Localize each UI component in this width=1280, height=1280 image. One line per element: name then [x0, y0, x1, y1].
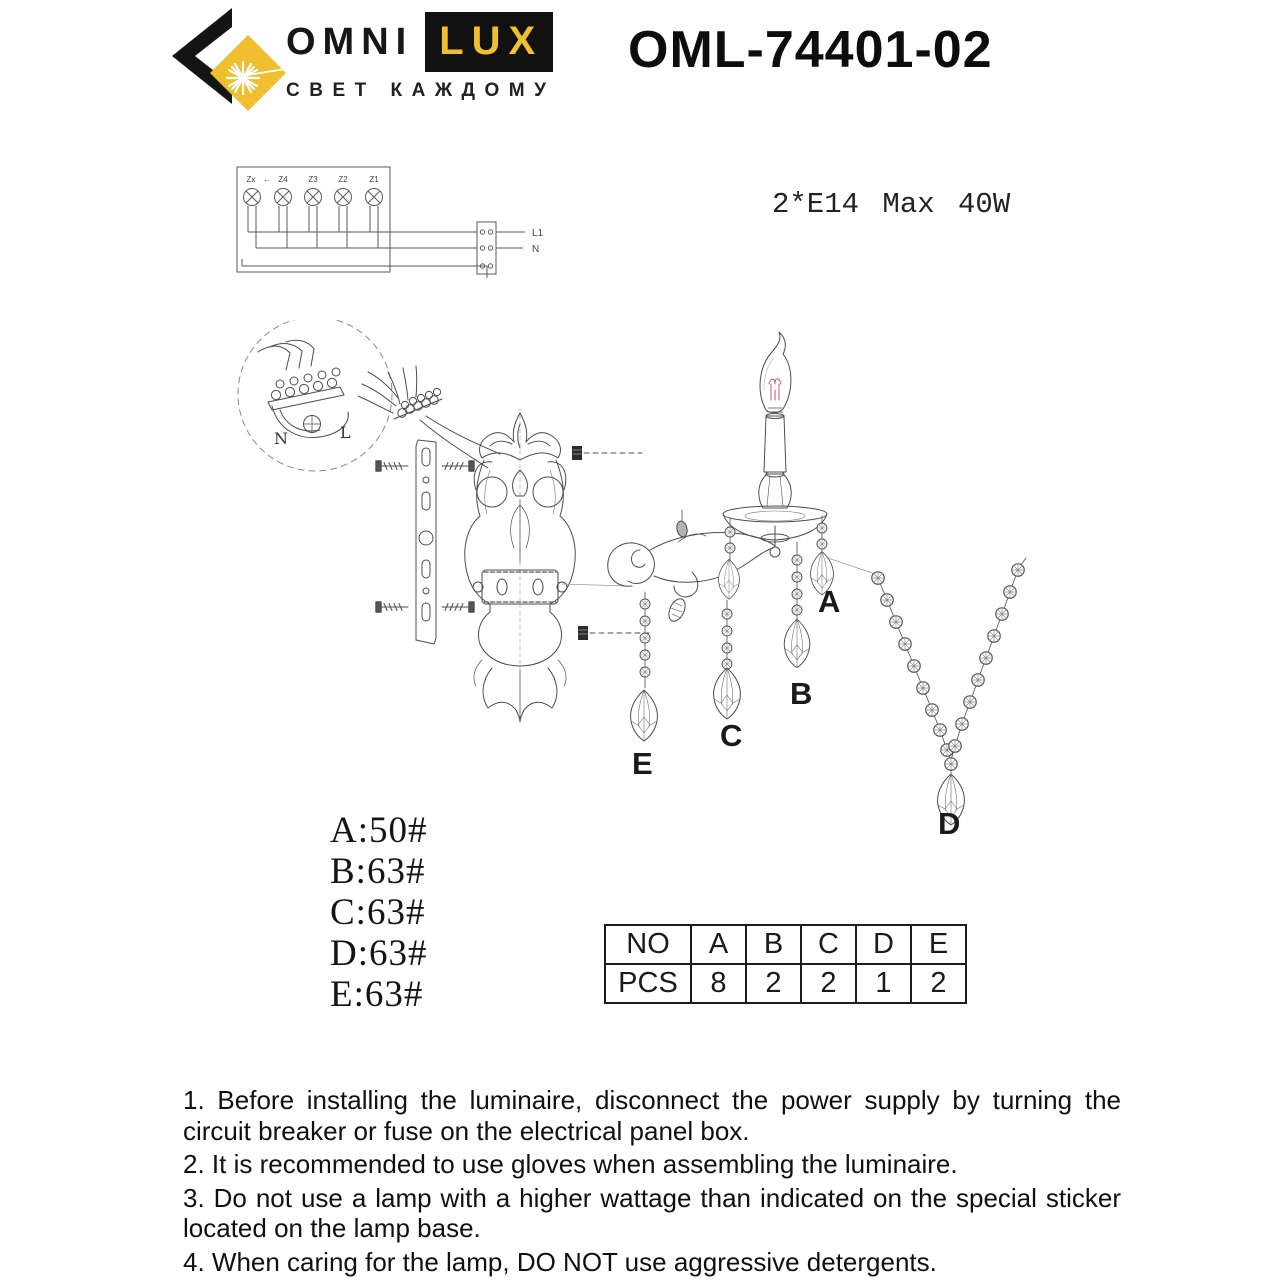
lamp-symbols: [244, 189, 383, 206]
pendant-b: [784, 542, 810, 668]
instruction-item: 2. It is recommended to use gloves when assembling the luminaire.: [183, 1149, 958, 1179]
brand-word-lux: LUX: [425, 12, 553, 72]
instruction-item: 4. When caring for the lamp, DO NOT use aggressive detergents.: [183, 1246, 937, 1277]
parts-size-list: [330, 810, 428, 1015]
brand-wordmark: [286, 10, 586, 102]
table-cell: 2: [746, 964, 801, 1003]
part-label-e: E: [632, 746, 653, 781]
instruction-item: 1. Before installing the luminaire, disconnect the power supply by turning the circuit breaker or fuse on the electrical panel box.: [183, 1085, 1121, 1146]
detail-label-l: L: [340, 423, 351, 442]
part-label-b: B: [790, 676, 813, 711]
table-cell: NO: [605, 925, 691, 964]
list-item: D:63#: [330, 933, 428, 974]
flame-bulb: [760, 332, 791, 413]
table-cell: 2: [911, 964, 966, 1003]
table-cell: C: [801, 925, 856, 964]
backplate: [465, 408, 575, 722]
table-cell: B: [746, 925, 801, 964]
table-row: [605, 964, 966, 1003]
bulb-filament: [769, 379, 781, 400]
part-label-c: C: [720, 718, 743, 753]
table-cell: 1: [856, 964, 911, 1003]
list-item: B:63#: [330, 851, 426, 892]
label-z2: Z2: [338, 175, 348, 184]
table-cell: E: [911, 925, 966, 964]
table-cell: 8: [691, 964, 746, 1003]
label-z3: Z3: [308, 175, 318, 184]
label-zx: Zx: [246, 175, 256, 184]
part-label-a: A: [818, 584, 841, 619]
mounting-strap: [416, 440, 436, 644]
brand-tagline: СВЕТ КАЖДОМУ: [286, 80, 556, 101]
table-cell: A: [691, 925, 746, 964]
screw-top-left: [376, 461, 408, 471]
label-l1: L1: [532, 228, 544, 239]
table-cell: D: [856, 925, 911, 964]
safety-instructions: [183, 1085, 1121, 1280]
instruction-item: 3. Do not use a lamp with a higher wattage than indicated on the special sticker located on the lamp base.: [183, 1182, 1121, 1243]
screw-leaders: [562, 446, 650, 640]
pendant-c: [714, 600, 741, 719]
wiring-detail-circle: [238, 320, 392, 471]
list-item: C:63#: [330, 892, 426, 933]
table-row: [605, 925, 966, 964]
arrow-left-icon: ←: [263, 175, 271, 184]
assembly-diagram: [230, 320, 1050, 880]
list-item: A:50#: [330, 810, 428, 851]
model-number: OML-74401-02: [628, 21, 993, 79]
part-label-d: D: [938, 806, 961, 841]
candle-lamp: [723, 332, 827, 542]
detail-label-n: N: [274, 429, 288, 448]
label-z4: Z4: [278, 175, 288, 184]
garland-d: [828, 558, 1026, 825]
table-cell: 2: [801, 964, 856, 1003]
screw-top-right: [442, 461, 474, 471]
wiring-labels: [247, 175, 544, 255]
lamp-spec: 2*E14 Max 40W: [772, 188, 1011, 221]
label-z1: Z1: [369, 175, 379, 184]
label-n: N: [532, 244, 540, 255]
brand-word-omni: OMNI: [286, 20, 414, 63]
parts-quantity-table: [604, 924, 967, 1004]
list-item: E:63#: [330, 974, 424, 1015]
screw-bottom-right: [442, 602, 474, 612]
omnilux-logo-icon: [168, 6, 298, 111]
table-cell: PCS: [605, 964, 691, 1003]
pendant-e: [631, 592, 658, 741]
arm-scroll: [608, 510, 780, 624]
screw-bottom-left: [376, 602, 408, 612]
wiring-diagram: [235, 160, 565, 288]
